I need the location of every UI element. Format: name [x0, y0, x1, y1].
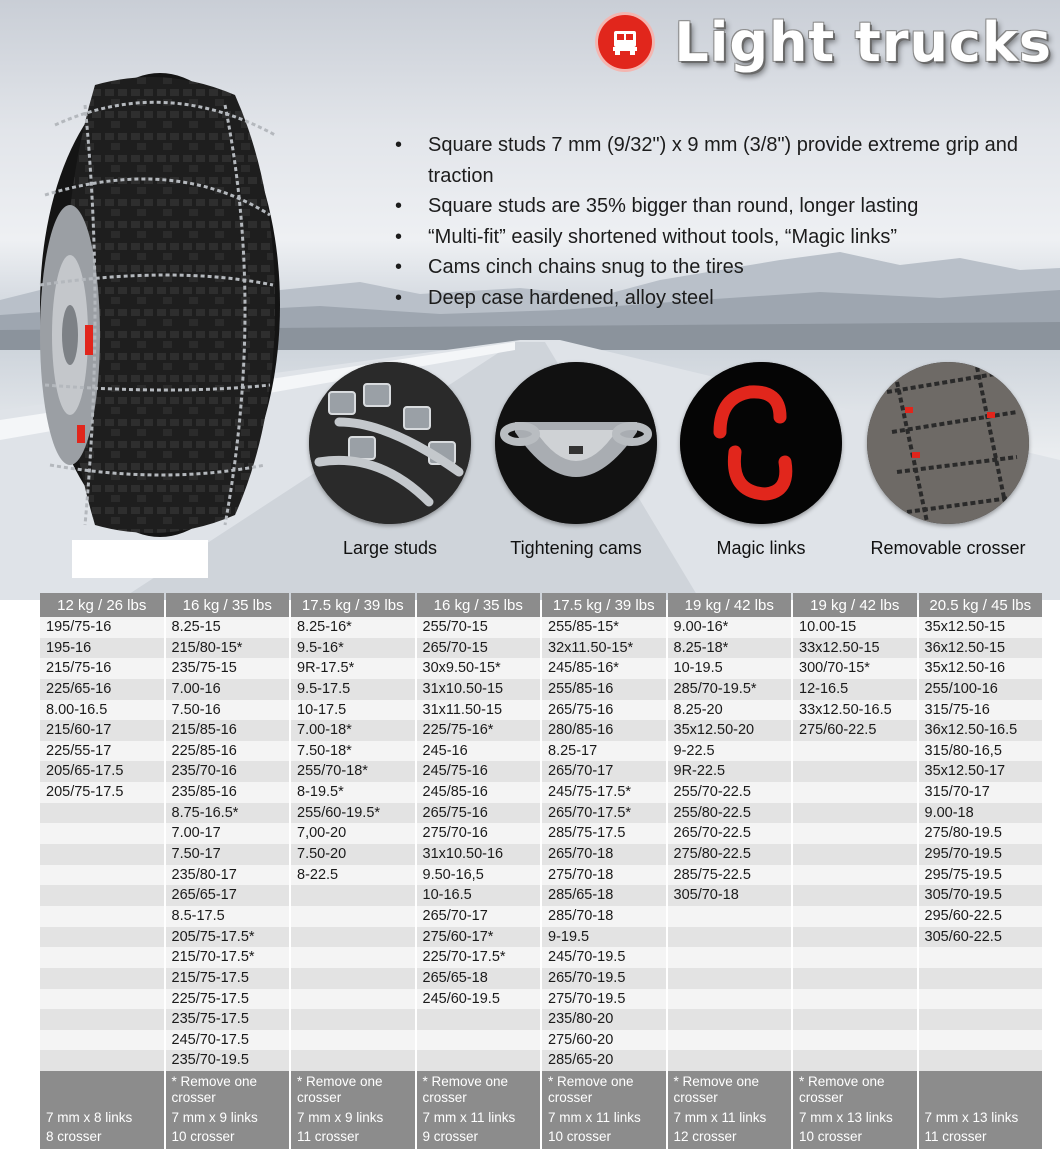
- size-cell: 265/70-17: [417, 906, 541, 927]
- crosser-spec: 8 crosser: [46, 1129, 102, 1145]
- chain-spec: [548, 1108, 641, 1146]
- size-cell: 215/70-17.5*: [166, 947, 290, 968]
- size-cell: 265/70-18: [542, 844, 666, 865]
- size-cell: 255/70-18*: [291, 761, 415, 782]
- size-cell: [668, 989, 792, 1010]
- size-cell: 265/70-22.5: [668, 823, 792, 844]
- size-cell: 255/85-16: [542, 679, 666, 700]
- table-column: [919, 593, 1043, 1149]
- size-cell: [793, 865, 917, 886]
- column-footer: [668, 1071, 792, 1149]
- feature-large-studs: [300, 362, 480, 559]
- size-cell: [919, 1030, 1043, 1051]
- size-cell: 9-22.5: [668, 741, 792, 762]
- size-cell: [40, 1030, 164, 1051]
- size-cell: 275/70-18: [542, 865, 666, 886]
- crosser-note: * Remove one crosser: [799, 1074, 885, 1106]
- links-spec: 7 mm x 9 links: [171, 1110, 258, 1126]
- size-cell: 235/85-16: [166, 782, 290, 803]
- size-cell: 305/70-18: [668, 885, 792, 906]
- bullet-item: • Square studs 7 mm (9/32") x 9 mm (3/8") provide extreme grip and traction: [395, 130, 1035, 191]
- size-cell: 9.00-16*: [668, 617, 792, 638]
- table-column: [166, 593, 290, 1149]
- size-cell: 225/55-17: [40, 741, 164, 762]
- size-cell: 255/100-16: [919, 679, 1043, 700]
- size-cell: 32x11.50-15*: [542, 638, 666, 659]
- magic-links-photo: [680, 362, 842, 524]
- size-cell: 215/75-16: [40, 658, 164, 679]
- size-cell: 285/75-22.5: [668, 865, 792, 886]
- size-cell: 36x12.50-16.5: [919, 720, 1043, 741]
- size-cell: [668, 927, 792, 948]
- size-cell: 215/80-15*: [166, 638, 290, 659]
- size-cell: 215/60-17: [40, 720, 164, 741]
- size-cell: 265/70-17: [542, 761, 666, 782]
- size-cell: 215/75-17.5: [166, 968, 290, 989]
- crosser-spec: 10 crosser: [799, 1129, 863, 1145]
- size-cell: [793, 906, 917, 927]
- size-cell: 265/70-19.5: [542, 968, 666, 989]
- size-cell: 255/70-22.5: [668, 782, 792, 803]
- size-cell: 33x12.50-16.5: [793, 700, 917, 721]
- size-cell: 8.25-16*: [291, 617, 415, 638]
- size-cell: 255/60-19.5*: [291, 803, 415, 824]
- crosser-spec: 11 crosser: [297, 1129, 360, 1145]
- crosser-note: * Remove one crosser: [171, 1074, 258, 1106]
- size-cell: 295/60-22.5: [919, 906, 1043, 927]
- size-cell: 205/75-17.5: [40, 782, 164, 803]
- crosser-spec: 10 crosser: [171, 1129, 235, 1145]
- size-cell: 205/75-17.5*: [166, 927, 290, 948]
- size-cell: 245/75-17.5*: [542, 782, 666, 803]
- feature-caption: Removable crosser: [870, 538, 1026, 558]
- table-column: [417, 593, 541, 1149]
- size-cell: 275/70-19.5: [542, 989, 666, 1010]
- links-spec: 7 mm x 11 links: [548, 1110, 641, 1126]
- size-cell: [668, 1009, 792, 1030]
- size-cell: [40, 803, 164, 824]
- size-cell: 315/75-16: [919, 700, 1043, 721]
- size-cell: 8.25-15: [166, 617, 290, 638]
- size-cell: [793, 844, 917, 865]
- size-cell: [291, 927, 415, 948]
- size-cell: 8.00-16.5: [40, 700, 164, 721]
- size-cell: 31x10.50-16: [417, 844, 541, 865]
- size-cell: 8.25-17: [542, 741, 666, 762]
- size-cell: 8-22.5: [291, 865, 415, 886]
- size-cell: [919, 1050, 1043, 1071]
- size-cell: [793, 1030, 917, 1051]
- size-cell: 315/70-17: [919, 782, 1043, 803]
- size-cell: 7.00-16: [166, 679, 290, 700]
- size-cell: [668, 968, 792, 989]
- column-footer: [793, 1071, 917, 1149]
- size-cell: 265/75-16: [417, 803, 541, 824]
- size-cell: 225/65-16: [40, 679, 164, 700]
- size-cell: 280/85-16: [542, 720, 666, 741]
- size-cell: [793, 761, 917, 782]
- column-header: 19 kg / 42 lbs: [668, 593, 792, 617]
- size-cell: 9.5-16*: [291, 638, 415, 659]
- table-column: [542, 593, 666, 1149]
- size-cell: [291, 947, 415, 968]
- size-cell: [40, 1009, 164, 1030]
- tire-with-chains-photo: [25, 65, 285, 545]
- column-header: 16 kg / 35 lbs: [417, 593, 541, 617]
- size-cell: [291, 1009, 415, 1030]
- size-cell: [40, 947, 164, 968]
- links-spec: 7 mm x 8 links: [46, 1110, 133, 1126]
- table-column: [291, 593, 415, 1149]
- size-cell: 300/70-15*: [793, 658, 917, 679]
- chain-spec: [423, 1108, 516, 1146]
- size-cell: 10-16.5: [417, 885, 541, 906]
- size-cell: 10.00-15: [793, 617, 917, 638]
- size-cell: [40, 989, 164, 1010]
- size-cell: 265/70-15: [417, 638, 541, 659]
- tire-size-table: [40, 593, 1042, 1149]
- size-cell: 265/70-17.5*: [542, 803, 666, 824]
- size-cell: 275/80-19.5: [919, 823, 1043, 844]
- size-cell: 245/70-19.5: [542, 947, 666, 968]
- size-cell: 285/65-18: [542, 885, 666, 906]
- crosser-note: * Remove one crosser: [548, 1074, 634, 1106]
- truck-icon: [598, 15, 652, 69]
- size-cell: 35x12.50-20: [668, 720, 792, 741]
- size-cell: 265/75-16: [542, 700, 666, 721]
- size-cell: 205/65-17.5: [40, 761, 164, 782]
- bullet-item: • Square studs are 35% bigger than round, longer lasting: [395, 191, 1035, 222]
- size-cell: 245/85-16: [417, 782, 541, 803]
- links-spec: 7 mm x 11 links: [673, 1110, 767, 1126]
- size-cell: 235/80-17: [166, 865, 290, 886]
- size-cell: 10-19.5: [668, 658, 792, 679]
- size-cell: [291, 906, 415, 927]
- size-cell: 9.5-17.5: [291, 679, 415, 700]
- size-cell: [793, 803, 917, 824]
- links-spec: 7 mm x 9 links: [297, 1110, 384, 1126]
- size-cell: 195/75-16: [40, 617, 164, 638]
- size-cell: 33x12.50-15: [793, 638, 917, 659]
- size-cell: 225/70-17.5*: [417, 947, 541, 968]
- size-cell: [668, 906, 792, 927]
- size-cell: 8-19.5*: [291, 782, 415, 803]
- size-cell: 235/70-16: [166, 761, 290, 782]
- size-cell: [919, 968, 1043, 989]
- links-spec: 7 mm x 11 links: [422, 1110, 516, 1126]
- chain-spec: [925, 1108, 1019, 1146]
- size-cell: 275/80-22.5: [668, 844, 792, 865]
- size-cell: 275/60-17*: [417, 927, 541, 948]
- large-studs-photo: [309, 362, 471, 524]
- size-cell: [417, 1050, 541, 1071]
- size-cell: 255/80-22.5: [668, 803, 792, 824]
- size-cell: 10-17.5: [291, 700, 415, 721]
- size-cell: 285/65-20: [542, 1050, 666, 1071]
- size-cell: 265/65-17: [166, 885, 290, 906]
- column-header: 16 kg / 35 lbs: [166, 593, 290, 617]
- size-cell: [291, 1050, 415, 1071]
- feature-bullet-list: [395, 130, 1035, 314]
- size-cell: 265/65-18: [417, 968, 541, 989]
- size-cell: 31x11.50-15: [417, 700, 541, 721]
- size-cell: 295/70-19.5: [919, 844, 1043, 865]
- size-cell: [417, 1030, 541, 1051]
- size-cell: 30x9.50-15*: [417, 658, 541, 679]
- column-footer: [542, 1071, 666, 1149]
- size-cell: 8.25-20: [668, 700, 792, 721]
- size-cell: [793, 1009, 917, 1030]
- crosser-note: * Remove one crosser: [673, 1074, 760, 1106]
- size-cell: 225/75-16*: [417, 720, 541, 741]
- size-cell: 31x10.50-15: [417, 679, 541, 700]
- table-column: [793, 593, 917, 1149]
- column-footer: [417, 1071, 541, 1149]
- size-cell: 7.00-17: [166, 823, 290, 844]
- size-cell: 7,00-20: [291, 823, 415, 844]
- size-cell: [793, 1050, 917, 1071]
- removable-crosser-photo: [867, 362, 1029, 524]
- size-cell: 9.50-16,5: [417, 865, 541, 886]
- table-column: [668, 593, 792, 1149]
- tightening-cam-photo: [495, 362, 657, 524]
- column-header: 17.5 kg / 39 lbs: [542, 593, 666, 617]
- size-cell: 225/75-17.5: [166, 989, 290, 1010]
- chain-spec: [46, 1108, 132, 1146]
- size-cell: 285/75-17.5: [542, 823, 666, 844]
- size-cell: 275/60-20: [542, 1030, 666, 1051]
- size-cell: 285/70-19.5*: [668, 679, 792, 700]
- size-cell: 315/80-16,5: [919, 741, 1043, 762]
- size-cell: [793, 927, 917, 948]
- column-header: 19 kg / 42 lbs: [793, 593, 917, 617]
- size-cell: [919, 947, 1043, 968]
- column-footer: [40, 1071, 164, 1149]
- size-cell: [40, 906, 164, 927]
- size-cell: 275/70-16: [417, 823, 541, 844]
- crosser-spec: 12 crosser: [673, 1129, 737, 1145]
- crosser-spec: 9 crosser: [422, 1129, 479, 1145]
- size-cell: 12-16.5: [793, 679, 917, 700]
- size-cell: 245/60-19.5: [417, 989, 541, 1010]
- page-title: Light trucks: [674, 10, 1052, 74]
- column-header: 12 kg / 26 lbs: [40, 593, 164, 617]
- size-cell: 235/70-19.5: [166, 1050, 290, 1071]
- size-cell: [40, 927, 164, 948]
- size-cell: [793, 782, 917, 803]
- size-cell: [793, 989, 917, 1010]
- size-cell: 255/85-15*: [542, 617, 666, 638]
- size-cell: [793, 947, 917, 968]
- size-cell: [793, 823, 917, 844]
- size-cell: [40, 1050, 164, 1071]
- feature-tightening-cams: [486, 362, 666, 559]
- size-cell: 8.25-18*: [668, 638, 792, 659]
- size-cell: 235/75-17.5: [166, 1009, 290, 1030]
- size-cell: 35x12.50-17: [919, 761, 1043, 782]
- size-cell: [793, 885, 917, 906]
- size-cell: [417, 1009, 541, 1030]
- size-cell: [919, 989, 1043, 1010]
- size-cell: [668, 1030, 792, 1051]
- links-spec: 7 mm x 13 links: [924, 1110, 1019, 1126]
- column-header: 20.5 kg / 45 lbs: [919, 593, 1043, 617]
- size-cell: 195-16: [40, 638, 164, 659]
- feature-caption: Magic links: [716, 538, 806, 558]
- size-cell: 235/75-15: [166, 658, 290, 679]
- crosser-spec: 10 crosser: [548, 1129, 612, 1145]
- size-cell: [291, 968, 415, 989]
- size-cell: 235/80-20: [542, 1009, 666, 1030]
- links-spec: 7 mm x 13 links: [799, 1110, 893, 1126]
- crosser-spec: 11 crosser: [924, 1129, 987, 1145]
- column-footer: [166, 1071, 290, 1149]
- size-cell: [291, 989, 415, 1010]
- size-cell: 8.5-17.5: [166, 906, 290, 927]
- bullet-item: • “Multi-fit” easily shortened without tools, “Magic links”: [395, 222, 1035, 253]
- size-cell: 35x12.50-15: [919, 617, 1043, 638]
- column-footer: [291, 1071, 415, 1149]
- size-cell: 305/60-22.5: [919, 927, 1043, 948]
- chain-spec: [674, 1108, 767, 1146]
- size-cell: [919, 1009, 1043, 1030]
- blank-label: [72, 540, 208, 578]
- size-cell: [291, 1030, 415, 1051]
- size-cell: 285/70-18: [542, 906, 666, 927]
- size-cell: 215/85-16: [166, 720, 290, 741]
- size-cell: [793, 968, 917, 989]
- size-cell: 7.50-16: [166, 700, 290, 721]
- chain-spec: [172, 1108, 258, 1146]
- size-cell: [40, 823, 164, 844]
- bullet-item: • Deep case hardened, alloy steel: [395, 283, 1035, 314]
- column-header: 17.5 kg / 39 lbs: [291, 593, 415, 617]
- size-cell: 7.50-20: [291, 844, 415, 865]
- crosser-note: * Remove one crosser: [297, 1074, 383, 1106]
- size-cell: 9R-17.5*: [291, 658, 415, 679]
- size-cell: 245/70-17.5: [166, 1030, 290, 1051]
- size-cell: [40, 844, 164, 865]
- feature-removable-crosser: [858, 362, 1038, 559]
- size-cell: [291, 885, 415, 906]
- size-cell: 225/85-16: [166, 741, 290, 762]
- table-column: [40, 593, 164, 1149]
- chain-spec: [799, 1108, 893, 1146]
- bullet-item: • Cams cinch chains snug to the tires: [395, 252, 1035, 283]
- size-cell: 245/75-16: [417, 761, 541, 782]
- size-cell: [40, 865, 164, 886]
- size-cell: 35x12.50-16: [919, 658, 1043, 679]
- feature-caption: Large studs: [342, 538, 438, 558]
- size-cell: 9-19.5: [542, 927, 666, 948]
- size-cell: [668, 947, 792, 968]
- size-cell: 275/60-22.5: [793, 720, 917, 741]
- size-cell: 8.75-16.5*: [166, 803, 290, 824]
- size-cell: [793, 741, 917, 762]
- page-header: [598, 10, 1052, 74]
- size-cell: 36x12.50-15: [919, 638, 1043, 659]
- column-footer: [919, 1071, 1043, 1149]
- size-cell: 9.00-18: [919, 803, 1043, 824]
- chain-spec: [297, 1108, 383, 1146]
- size-cell: 7.50-18*: [291, 741, 415, 762]
- size-cell: 295/75-19.5: [919, 865, 1043, 886]
- feature-caption: Tightening cams: [510, 538, 642, 558]
- crosser-note: * Remove one crosser: [422, 1074, 509, 1106]
- size-cell: [40, 968, 164, 989]
- size-cell: 305/70-19.5: [919, 885, 1043, 906]
- size-cell: 255/70-15: [417, 617, 541, 638]
- size-cell: [40, 885, 164, 906]
- size-cell: 7.50-17: [166, 844, 290, 865]
- size-cell: 245/85-16*: [542, 658, 666, 679]
- size-cell: 9R-22.5: [668, 761, 792, 782]
- feature-magic-links: [671, 362, 851, 559]
- size-cell: 7.00-18*: [291, 720, 415, 741]
- size-cell: [668, 1050, 792, 1071]
- size-cell: 245-16: [417, 741, 541, 762]
